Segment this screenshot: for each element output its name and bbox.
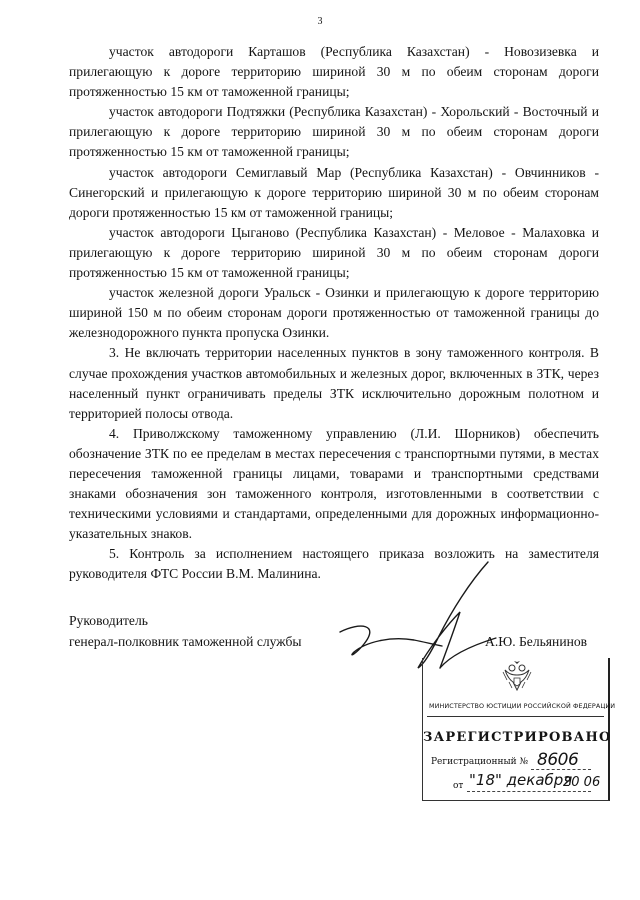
document-body xyxy=(69,42,599,585)
paragraph-tsyganovo: участок автодороги Цыганово (Республика Казахстан) - Меловое - Малаховка и прилегающую к дороге территорию шириной 30 м по обеим сторонам дороги протяженностью 15 км от таможенной границы; xyxy=(69,224,599,281)
signatory-position: Руководитель xyxy=(69,613,148,628)
paragraph-item-5: 5. Контроль за исполнением настоящего приказа возложить на заместителя руководителя ФТС России В.М. Малинина. xyxy=(69,546,599,582)
stamp-registration-number-label: Регистрационный № xyxy=(431,757,528,767)
stamp-registered-label: ЗАРЕГИСТРИРОВАНО xyxy=(423,730,612,745)
stamp-registration-number: 8606 xyxy=(537,750,579,770)
paragraph-railway-uralsk: участок железной дороги Уральск - Озинки и прилегающую к дороге территорию шириной 150 м по обеим сторонам дороги протяженностью от таможенной границы до железнодорожного пункта пропуска Озинки. xyxy=(69,285,599,341)
paragraph-item-3: 3. Не включать территории населенных пунктов в зону таможенного контроля. В случае прохождения участков автомобильных и железных дорог, включенных в ЗТК, через населенный пункт ограничивать пределы ЗТК исключительно дорожным полотном и территорией полосы отвода. xyxy=(69,345,599,421)
signatory-name: А.Ю. Бельянинов xyxy=(485,634,588,649)
stamp-date-value: "18" декабря xyxy=(469,771,573,789)
stamp-number-underline xyxy=(531,769,591,770)
stamp-date-year: 20 06 xyxy=(563,775,601,790)
paragraph-semiglavy-mar: участок автодороги Семиглавый Мар (Республика Казахстан) - Овчинников - Синегорский и прилегающую к дороге территорию шириной 30 м по обеим сторонам дороги протяженностью 15 км от таможенной границы; xyxy=(69,164,599,220)
double-headed-eagle-icon xyxy=(501,660,533,694)
stamp-divider xyxy=(427,716,604,717)
signatory-rank: генерал-полковник таможенной службы xyxy=(69,634,302,649)
paragraph-podtyazhki: участок автодороги Подтяжки (Республика Казахстан) - Хорольский - Восточный и прилегающую к дороге территорию шириной 30 м по обеим сторонам дороги протяженностью 15 км от таможенной границы; xyxy=(69,104,599,160)
registration-stamp xyxy=(422,658,616,801)
paragraph-kartashov: участок автодороги Карташов (Республика Казахстан) - Новозизевка и прилегающую к дороге территорию шириной 30 м по обеим сторонам дороги протяженностью 15 км от таможенной границы; xyxy=(69,44,599,100)
paragraph-item-4: 4. Приволжскому таможенному управлению (Л.И. Шорников) обеспечить обозначение ЗТК по ее пределам в местах пересечения с транспортными путями, в местах пересечения таможенной границы лицами, товарами и транспортными средствами знаками обозначения зон таможенного контроля, изготовленными в соответствии с техническими условиями и стандартами, определенными для дорожных информационно-указательных знаков. xyxy=(69,425,599,542)
stamp-ministry-label: МИНИСТЕРСТВО ЮСТИЦИИ РОССИЙСКОЙ ФЕДЕРАЦИИ xyxy=(429,702,616,710)
page-number: 3 xyxy=(317,16,323,27)
stamp-date-underline xyxy=(467,791,591,792)
stamp-date-prefix: от xyxy=(453,781,464,791)
